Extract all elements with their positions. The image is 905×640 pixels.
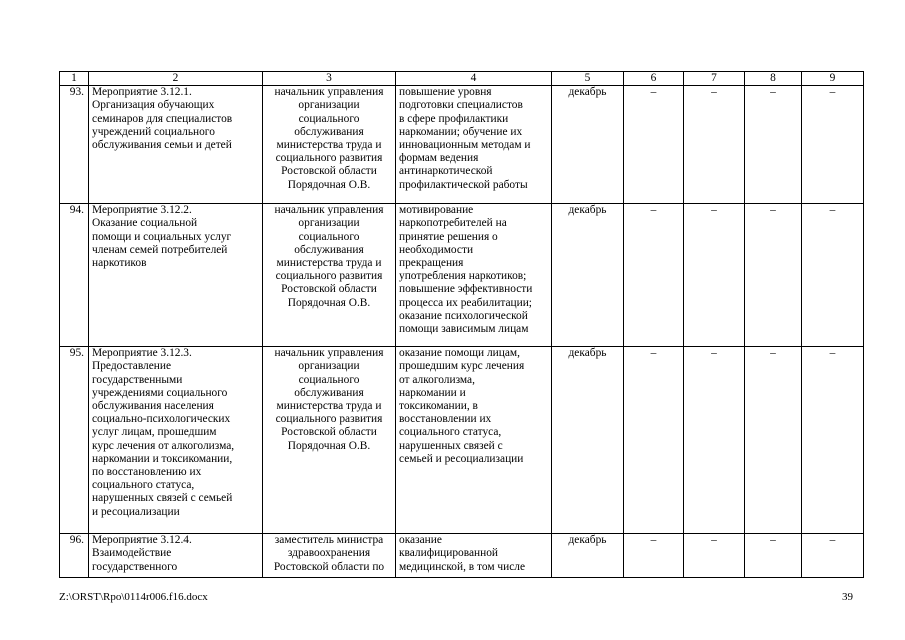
- result-cell: повышение уровня подготовки специалистов в сфере профилактики наркомании; обучение их инновационным методам и формам ведения антинаркотической профилактической работы: [396, 86, 552, 204]
- value-cell: –: [745, 347, 802, 534]
- responsible-cell: начальник управления организации социального обслуживания министерства труда и социального развития Ростовской области Порядочная О.В.: [263, 86, 396, 204]
- value-cell: –: [802, 347, 864, 534]
- value-cell: –: [684, 86, 745, 204]
- row-number: 94.: [60, 204, 89, 347]
- result-cell: мотивирование наркопотребителей на принятие решения о необходимости прекращения употребления наркотиков; повышение эффективности процесса их реабилитации; оказание психологической помощи зависимым лицам: [396, 204, 552, 347]
- event-cell: Мероприятие 3.12.2. Оказание социальной помощи и социальных услуг членам семей потребителей наркотиков: [89, 204, 263, 347]
- value-cell: –: [624, 534, 684, 578]
- responsible-cell: заместитель министра здравоохранения Ростовской области по: [263, 534, 396, 578]
- value-cell: –: [624, 204, 684, 347]
- deadline-cell: декабрь: [552, 347, 624, 534]
- column-header: 4: [396, 72, 552, 86]
- table-row: [60, 534, 864, 578]
- table-row: [60, 204, 864, 347]
- column-header: 2: [89, 72, 263, 86]
- value-cell: –: [684, 347, 745, 534]
- responsible-cell: начальник управления организации социального обслуживания министерства труда и социального развития Ростовской области Порядочная О.В.: [263, 347, 396, 534]
- column-header: 6: [624, 72, 684, 86]
- column-header: 5: [552, 72, 624, 86]
- value-cell: –: [684, 204, 745, 347]
- column-header: 3: [263, 72, 396, 86]
- responsible-cell: начальник управления организации социального обслуживания министерства труда и социального развития Ростовской области Порядочная О.В.: [263, 204, 396, 347]
- value-cell: –: [745, 204, 802, 347]
- event-cell: Мероприятие 3.12.3. Предоставление государственными учреждениями социального обслуживания населения социально-психологических услуг лицам, прошедшим курс лечения от алкоголизма, наркомании и токсикомании, по восстановлению их социального статуса, нарушенных связей с семьей и ресоциализации: [89, 347, 263, 534]
- column-header: 1: [60, 72, 89, 86]
- column-header: 9: [802, 72, 864, 86]
- table-header-row: [60, 72, 864, 86]
- value-cell: –: [745, 534, 802, 578]
- row-number: 95.: [60, 347, 89, 534]
- deadline-cell: декабрь: [552, 204, 624, 347]
- deadline-cell: декабрь: [552, 86, 624, 204]
- value-cell: –: [624, 86, 684, 204]
- events-table: [59, 71, 864, 578]
- event-cell: Мероприятие 3.12.4. Взаимодействие государственного: [89, 534, 263, 578]
- footer-file-path: Z:\ORST\Rpo\0114r006.f16.docx: [59, 591, 208, 603]
- column-header: 7: [684, 72, 745, 86]
- column-header: 8: [745, 72, 802, 86]
- value-cell: –: [684, 534, 745, 578]
- value-cell: –: [802, 86, 864, 204]
- value-cell: –: [802, 534, 864, 578]
- result-cell: оказание квалифицированной медицинской, в том числе: [396, 534, 552, 578]
- event-cell: Мероприятие 3.12.1. Организация обучающих семинаров для специалистов учреждений социального обслуживания семьи и детей: [89, 86, 263, 204]
- table-row: [60, 86, 864, 204]
- row-number: 93.: [60, 86, 89, 204]
- value-cell: –: [624, 347, 684, 534]
- deadline-cell: декабрь: [552, 534, 624, 578]
- value-cell: –: [745, 86, 802, 204]
- row-number: 96.: [60, 534, 89, 578]
- value-cell: –: [802, 204, 864, 347]
- table-row: [60, 347, 864, 534]
- result-cell: оказание помощи лицам, прошедшим курс лечения от алкоголизма, наркомании и токсикомании, в восстановлении их социального статуса, нарушенных связей с семьей и ресоциализации: [396, 347, 552, 534]
- page-number: 39: [842, 591, 853, 603]
